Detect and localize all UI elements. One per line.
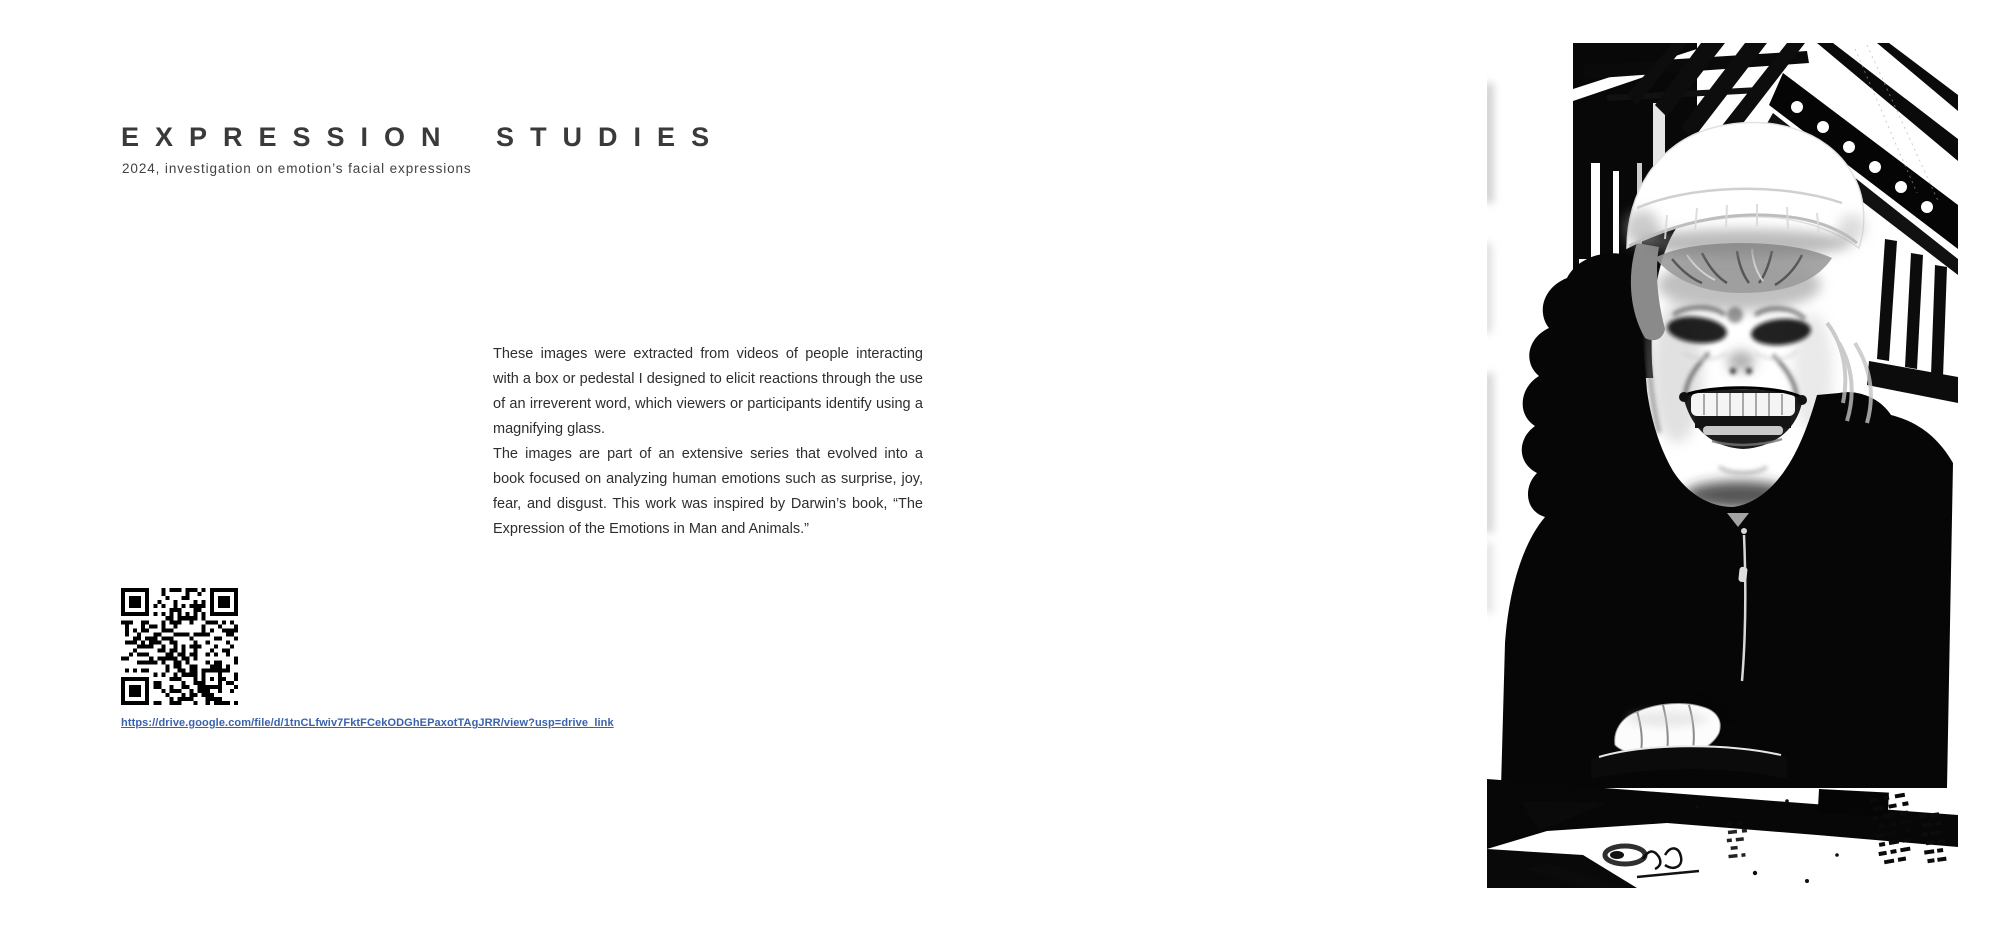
page-title: EXPRESSION STUDIES xyxy=(121,122,726,152)
drive-link[interactable]: https://drive.google.com/file/d/1tnCLfwiv7FktFCekODGhEPaxotTAgJRR/view?usp=drive_link xyxy=(121,717,614,729)
portrait-photo xyxy=(1487,43,1958,888)
description-text xyxy=(493,342,923,542)
description-paragraph: These images were extracted from videos of people interacting with a box or pedestal I designed to elicit reactions through the use of an irreverent word, which viewers or participants identify using a magnifying glass. xyxy=(493,346,923,437)
page-subtitle: 2024, investigation on emotion’s facial expressions xyxy=(122,161,472,176)
qr-code xyxy=(121,588,238,705)
portrait-photo-svg xyxy=(1487,43,1958,888)
description-paragraph: The images are part of an extensive series that evolved into a book focused on analyzing human emotions such as surprise, joy, fear, and disgust. This work was inspired by Darwin’s book, “The Expression of the Emotions in Man and Animals.” xyxy=(493,446,923,537)
